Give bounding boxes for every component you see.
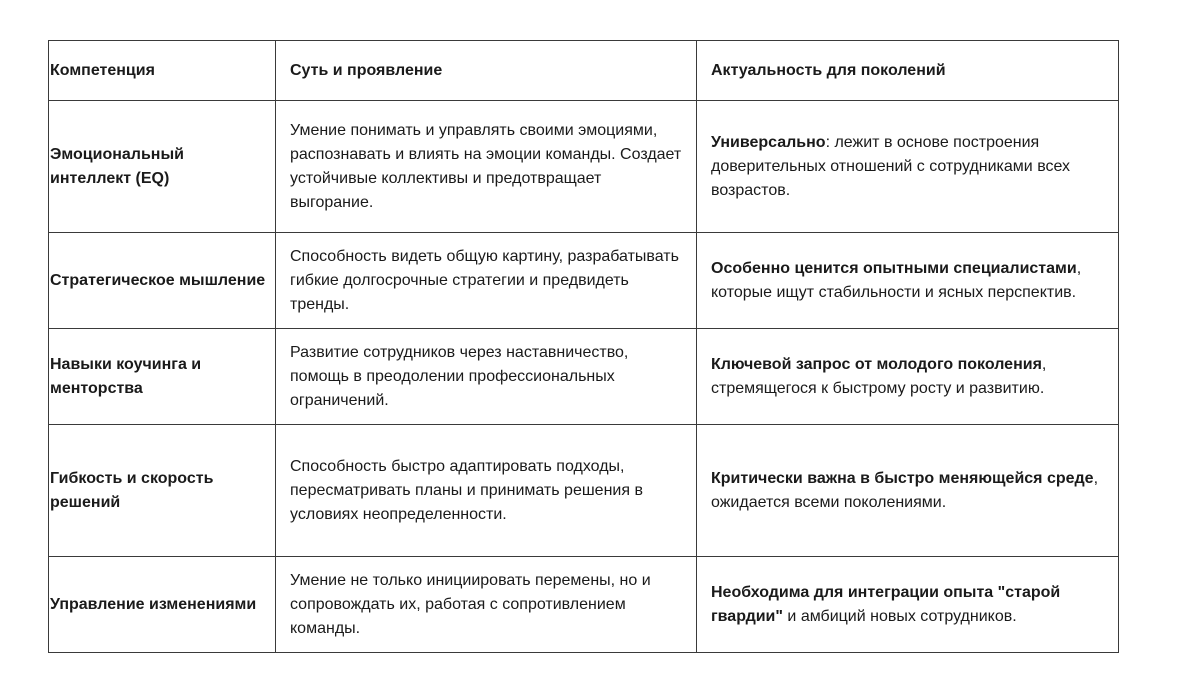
relevance-text: и амбиций новых сотрудников. [782, 607, 1017, 625]
cell-competence: Гибкость и скорость решений [49, 425, 276, 557]
cell-competence: Управление изменениями [49, 557, 276, 653]
cell-competence: Стратегическое мышление [49, 233, 276, 329]
table-row [49, 425, 1119, 557]
cell-relevance [697, 101, 1119, 233]
table-header-row [49, 41, 1119, 101]
relevance-highlight: Особенно ценится опытными специалистами [711, 259, 1077, 277]
cell-competence: Эмоциональный интеллект (EQ) [49, 101, 276, 233]
header-relevance: Актуальность для поколений [697, 41, 1119, 101]
relevance-text: , стремящегося к быстрому росту и развитию. [711, 355, 1047, 397]
cell-relevance [697, 233, 1119, 329]
relevance-highlight: Критически важна в быстро меняющейся среде [711, 469, 1094, 487]
relevance-highlight: Универсально [711, 133, 826, 151]
cell-essence: Способность быстро адаптировать подходы, пересматривать планы и принимать решения в условиях неопределенности. [276, 425, 697, 557]
cell-essence: Развитие сотрудников через наставничество, помощь в преодолении профессиональных ограничений. [276, 329, 697, 425]
relevance-text: , ожидается всеми поколениями. [711, 469, 1099, 511]
table-row [49, 101, 1119, 233]
cell-essence: Умение понимать и управлять своими эмоциями, распознавать и влиять на эмоции команды. Создает устойчивые коллективы и предотвращает выгорание. [276, 101, 697, 233]
header-essence: Суть и проявление [276, 41, 697, 101]
table-row [49, 233, 1119, 329]
table-row [49, 557, 1119, 653]
header-competence: Компетенция [49, 41, 276, 101]
table-row [49, 329, 1119, 425]
relevance-text: : лежит в основе построения доверительных отношений с сотрудниками всех возрастов. [711, 133, 1071, 199]
cell-relevance [697, 329, 1119, 425]
cell-essence: Умение не только инициировать перемены, но и сопровождать их, работая с сопротивлением команды. [276, 557, 697, 653]
relevance-text: , которые ищут стабильности и ясных перспектив. [711, 259, 1082, 301]
relevance-highlight: Необходима для интеграции опыта "старой гвардии" [711, 583, 1061, 625]
cell-relevance [697, 425, 1119, 557]
cell-relevance [697, 557, 1119, 653]
cell-essence: Способность видеть общую картину, разрабатывать гибкие долгосрочные стратегии и предвидеть тренды. [276, 233, 697, 329]
cell-competence: Навыки коучинга и менторства [49, 329, 276, 425]
relevance-highlight: Ключевой запрос от молодого поколения [711, 355, 1042, 373]
competence-table [48, 40, 1119, 653]
